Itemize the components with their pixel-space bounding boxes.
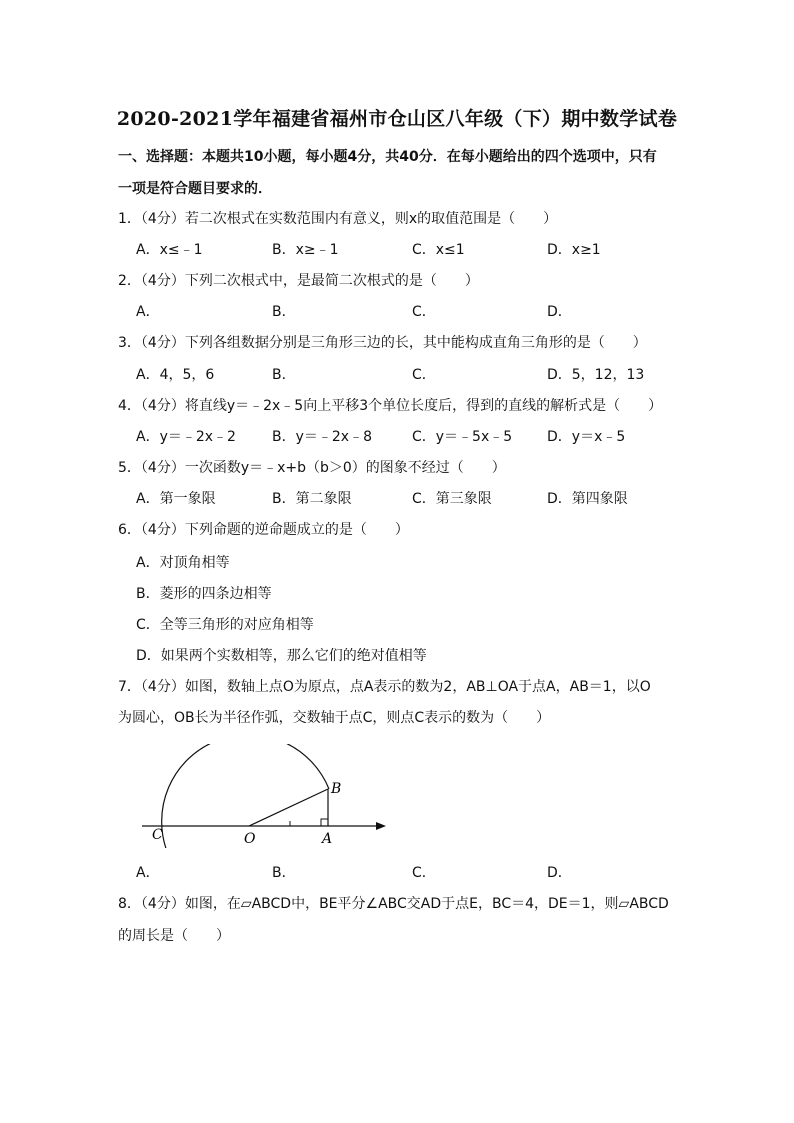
option-a: A．	[136, 304, 160, 320]
question-3-options	[136, 364, 696, 384]
option-c: C．	[412, 367, 436, 383]
option-a: A．	[136, 865, 160, 881]
question-2-options	[136, 301, 696, 321]
option-d: D．	[547, 304, 572, 320]
option-c: C．y＝﹣5x﹣5	[412, 429, 513, 445]
question-7-stem-line2: 为圆心，OB长为半径作弧，交数轴于点C，则点C表示的数为（ ）	[118, 710, 551, 726]
segment-ob	[249, 789, 328, 826]
question-4-options	[136, 426, 696, 446]
label-a: A	[322, 831, 333, 847]
option-b: B．	[272, 865, 296, 881]
option-a: A．4，5，6	[136, 367, 215, 383]
option-b: B．第二象限	[272, 491, 352, 507]
question-5-options	[136, 488, 696, 508]
question-1-stem: 1．（4分）若二次根式在实数范围内有意义，则x的取值范围是（ ）	[118, 211, 558, 227]
question-6-option-d: D．如果两个实数相等，那么它们的绝对值相等	[136, 648, 427, 664]
label-o: O	[244, 831, 256, 847]
option-b: B．	[272, 367, 296, 383]
option-b: B．	[272, 304, 296, 320]
page-title: 2020-2021学年福建省福州市仓山区八年级（下）期中数学试卷	[116, 108, 678, 130]
question-5-stem: 5．（4分）一次函数y＝﹣x+b（b＞0）的图象不经过（ ）	[118, 460, 506, 476]
option-c: C．x≤1	[412, 242, 465, 258]
section-heading-line2: 一项是符合题目要求的．	[118, 181, 272, 197]
label-b: B	[331, 781, 342, 797]
section-heading-line1: 一、选择题：本题共10小题，每小题4分，共40分．在每小题给出的四个选项中，只有	[118, 149, 657, 165]
question-8-stem-line1: 8．（4分）如图，在▱ABCD中，BE平分∠ABC交AD于点E，BC＝4，DE＝1，则▱ABCD	[118, 896, 669, 912]
option-d: D．x≥1	[547, 242, 601, 258]
option-b: B．x≥﹣1	[272, 242, 339, 258]
question-6-option-c: C．全等三角形的对应角相等	[136, 617, 314, 633]
question-8-stem-line2: 的周长是（ ）	[118, 928, 230, 944]
question-7-options	[136, 862, 696, 882]
option-a: A．x≤﹣1	[136, 242, 203, 258]
question-1-options	[136, 239, 696, 259]
option-a: A．y＝﹣2x﹣2	[136, 429, 236, 445]
option-a: A．第一象限	[136, 491, 216, 507]
question-2-stem: 2．（4分）下列二次根式中，是最简二次根式的是（ ）	[118, 273, 479, 289]
question-4-stem: 4．（4分）将直线y＝﹣2x﹣5向上平移3个单位长度后，得到的直线的解析式是（ ）	[118, 398, 663, 414]
option-d: D．y＝x﹣5	[547, 429, 626, 445]
question-6-option-a: A．对顶角相等	[136, 555, 230, 571]
label-c: C	[152, 827, 163, 843]
option-d: D．第四象限	[547, 491, 628, 507]
question-6-option-b: B．菱形的四条边相等	[136, 586, 272, 602]
option-c: C．	[412, 304, 436, 320]
right-angle-marker	[321, 819, 328, 826]
option-c: C．第三象限	[412, 491, 492, 507]
arrow-head-icon	[376, 822, 386, 830]
option-d: D．5，12，13	[547, 367, 645, 383]
option-d: D．	[547, 865, 572, 881]
question-7-stem-line1: 7．（4分）如图，数轴上点O为原点，点A表示的数为2，AB⊥OA于点A，AB＝1，以O	[118, 679, 651, 695]
number-line-figure	[138, 744, 390, 848]
option-b: B．y＝﹣2x﹣8	[272, 429, 372, 445]
question-6-stem: 6．（4分）下列命题的逆命题成立的是（ ）	[118, 522, 409, 538]
question-3-stem: 3．（4分）下列各组数据分别是三角形三边的长，其中能构成直角三角形的是（ ）	[118, 335, 647, 351]
option-c: C．	[412, 865, 436, 881]
